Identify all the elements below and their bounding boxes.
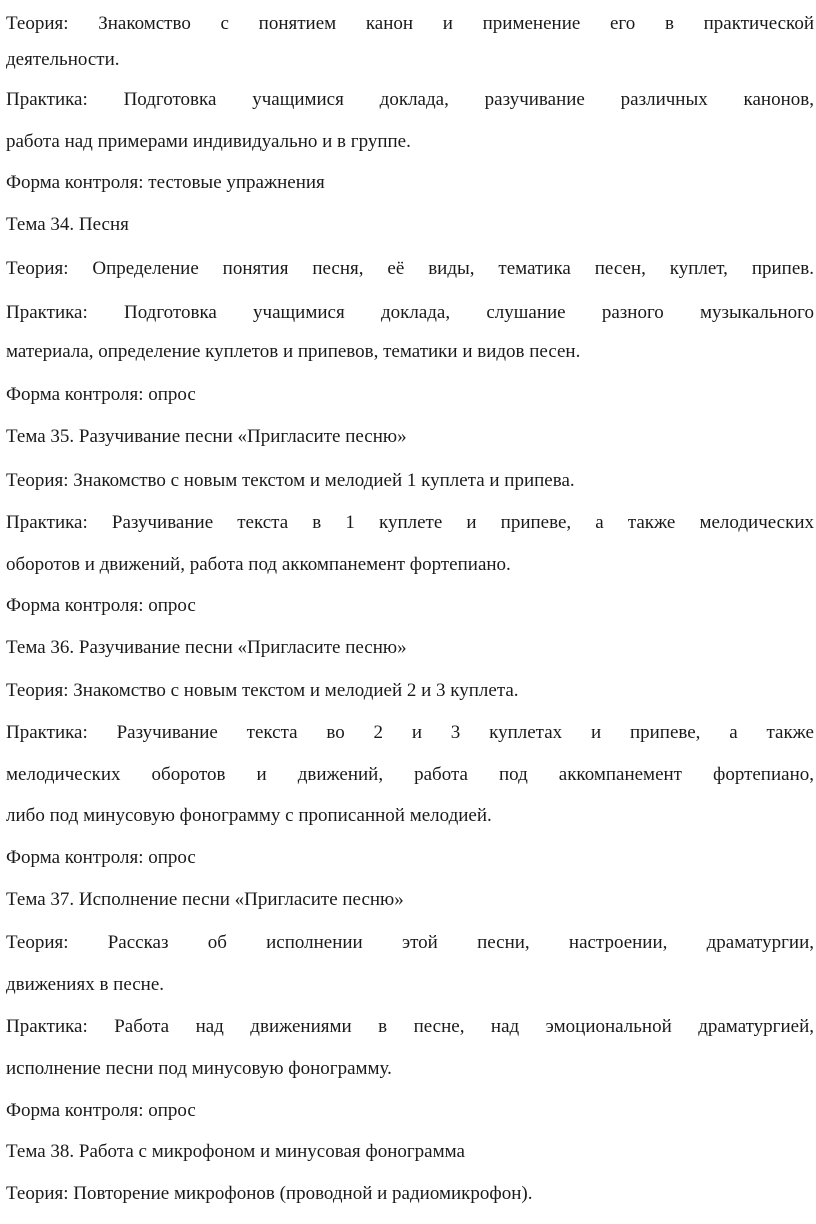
section-heading: Тема 38. Работа с микрофоном и минусовая фонограмма <box>6 1141 465 1162</box>
text-line: либо под минусовую фонограмму с прописанной мелодией. <box>6 805 492 826</box>
text-line: деятельности. <box>6 49 120 70</box>
text-line: Теория: Знакомство с новым текстом и мелодией 2 и 3 куплета. <box>6 680 519 701</box>
text-line: Форма контроля: опрос <box>6 595 196 616</box>
text-line: Практика: Разучивание текста во 2 и 3 куплетах и припеве, а также <box>6 722 814 743</box>
text-line: Теория: Знакомство с новым текстом и мелодией 1 куплета и припева. <box>6 470 575 491</box>
text-line: Форма контроля: опрос <box>6 384 196 405</box>
text-line: Практика: Работа над движениями в песне, над эмоциональной драматургией, <box>6 1016 814 1037</box>
text-line: Теория: Повторение микрофонов (проводной и радиомикрофон). <box>6 1183 533 1204</box>
text-line: Теория: Определение понятия песня, её виды, тематика песен, куплет, припев. <box>6 258 814 279</box>
text-line: Практика: Разучивание текста в 1 куплете и припеве, а также мелодических <box>6 512 814 533</box>
section-heading: Тема 37. Исполнение песни «Пригласите песню» <box>6 889 404 910</box>
text-line: мелодических оборотов и движений, работа под аккомпанемент фортепиано, <box>6 764 814 785</box>
text-line: Теория: Рассказ об исполнении этой песни, настроении, драматургии, <box>6 932 814 953</box>
text-line: материала, определение куплетов и припевов, тематики и видов песен. <box>6 341 581 362</box>
section-heading: Тема 36. Разучивание песни «Пригласите песню» <box>6 637 407 658</box>
text-line: Форма контроля: опрос <box>6 847 196 868</box>
text-line: Практика: Подготовка учащимися доклада, разучивание различных канонов, <box>6 89 814 110</box>
text-line: Практика: Подготовка учащимися доклада, слушание разного музыкального <box>6 302 814 323</box>
section-heading: Тема 34. Песня <box>6 214 129 235</box>
text-line: работа над примерами индивидуально и в группе. <box>6 131 411 152</box>
text-line: Форма контроля: тестовые упражнения <box>6 172 325 193</box>
text-line: Теория: Знакомство с понятием канон и применение его в практической <box>6 13 814 34</box>
text-line: исполнение песни под минусовую фонограмму. <box>6 1058 392 1079</box>
section-heading: Тема 35. Разучивание песни «Пригласите песню» <box>6 426 407 447</box>
text-line: Форма контроля: опрос <box>6 1100 196 1121</box>
text-line: оборотов и движений, работа под аккомпанемент фортепиано. <box>6 554 511 575</box>
text-line: движениях в песне. <box>6 974 165 995</box>
